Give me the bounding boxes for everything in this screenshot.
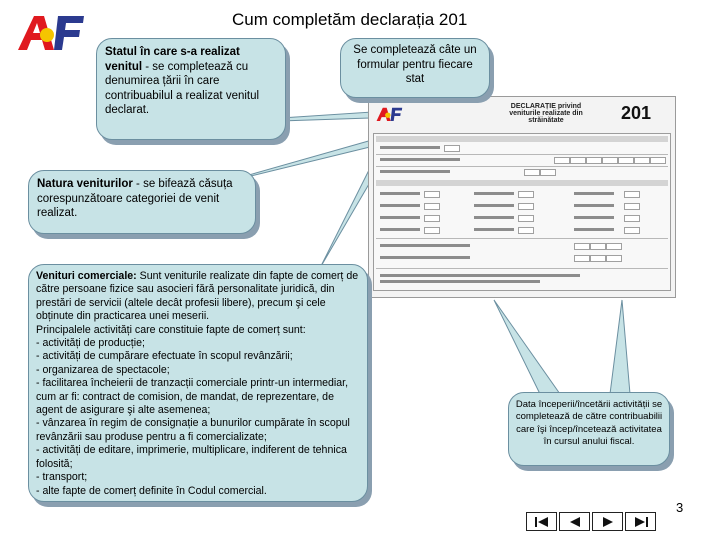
callout-commercial-line: - activități de producție; bbox=[36, 337, 145, 350]
form-heading: DECLARAȚIE privind veniturile realizate din străinătate bbox=[509, 103, 583, 124]
callout-commercial-line: - activități de cumpărare efectuate în scopul revânzării; bbox=[36, 350, 293, 363]
page-title: Cum completăm declarația 201 bbox=[232, 10, 468, 29]
callout-commercial-line: - organizarea de spectacole; bbox=[36, 363, 170, 376]
callout-commercial-line: - facilitarea încheierii de tranzacții comerciale printr-un intermediar, cum ar fi: contract de comision, de mandat, de reprezentare, de agent de asigurare şi alte asemenea; bbox=[36, 377, 349, 417]
first-slide-button[interactable] bbox=[526, 512, 557, 531]
callout-commercial-line: - activități de editare, imprimerie, multiplicare, indiferent de tehnica folosită; bbox=[36, 444, 347, 470]
form-body bbox=[373, 133, 671, 291]
callout-commercial-line: - vânzarea în regim de consignație a bunurilor cumpărate în scopul revânzării sau produse pentru a fi comercializate; bbox=[36, 417, 350, 443]
callout-income-type-text: - se bifează căsuța corespunzătoare categoriei de venit realizat. bbox=[37, 178, 233, 219]
callout-country-title: Statul în care s-a realizat venitul bbox=[105, 46, 240, 73]
callout-income-type bbox=[28, 170, 256, 234]
callout-country bbox=[96, 38, 286, 140]
callout-commercial-intro: Sunt veniturile realizate din fapte de comerț de către persoane fizice sau asocieri fără personalitate juridică, din prestări de servicii (altele decât profesii libere), precum şi cele obținute din practicarea unei meserii. bbox=[36, 270, 359, 323]
page-number: 3 bbox=[676, 500, 684, 515]
first-slide-icon bbox=[534, 516, 550, 528]
form-number: 201 bbox=[621, 103, 652, 123]
callout-activity-date-text: Data începerii/încetării activității se completează de către contribuabilii care îşi încep/încetează activitatea în cursul anului fiscal. bbox=[515, 399, 663, 448]
callout-commercial-income bbox=[28, 264, 368, 502]
callout-commercial-line: Principalele activități care constituie fapte de comerț sunt: bbox=[36, 323, 306, 336]
form-logo bbox=[375, 105, 403, 123]
callout-income-type-title: Natura veniturilor bbox=[37, 178, 133, 190]
last-slide-icon bbox=[633, 516, 649, 528]
callout-commercial-line: - alte fapte de comerț definite în Codul comercial. bbox=[36, 484, 267, 497]
declaration-form-preview bbox=[368, 96, 676, 298]
callout-country-text: - se completează cu denumirea țării în care contribuabilul a realizat venitul declarat. bbox=[105, 60, 260, 116]
last-slide-button[interactable] bbox=[625, 512, 656, 531]
callout-one-form-per-country bbox=[340, 38, 490, 98]
next-slide-icon bbox=[600, 516, 616, 528]
slide-navigation bbox=[526, 512, 656, 531]
callout-form-text: Se completează câte un formular pentru fiecare stat bbox=[353, 44, 477, 85]
next-slide-button[interactable] bbox=[592, 512, 623, 531]
callout-commercial-title: Venituri comerciale: bbox=[36, 270, 137, 282]
previous-slide-button[interactable] bbox=[559, 512, 590, 531]
callout-activity-date bbox=[508, 392, 670, 466]
callout-commercial-line: - transport; bbox=[36, 471, 88, 484]
previous-slide-icon bbox=[567, 516, 583, 528]
